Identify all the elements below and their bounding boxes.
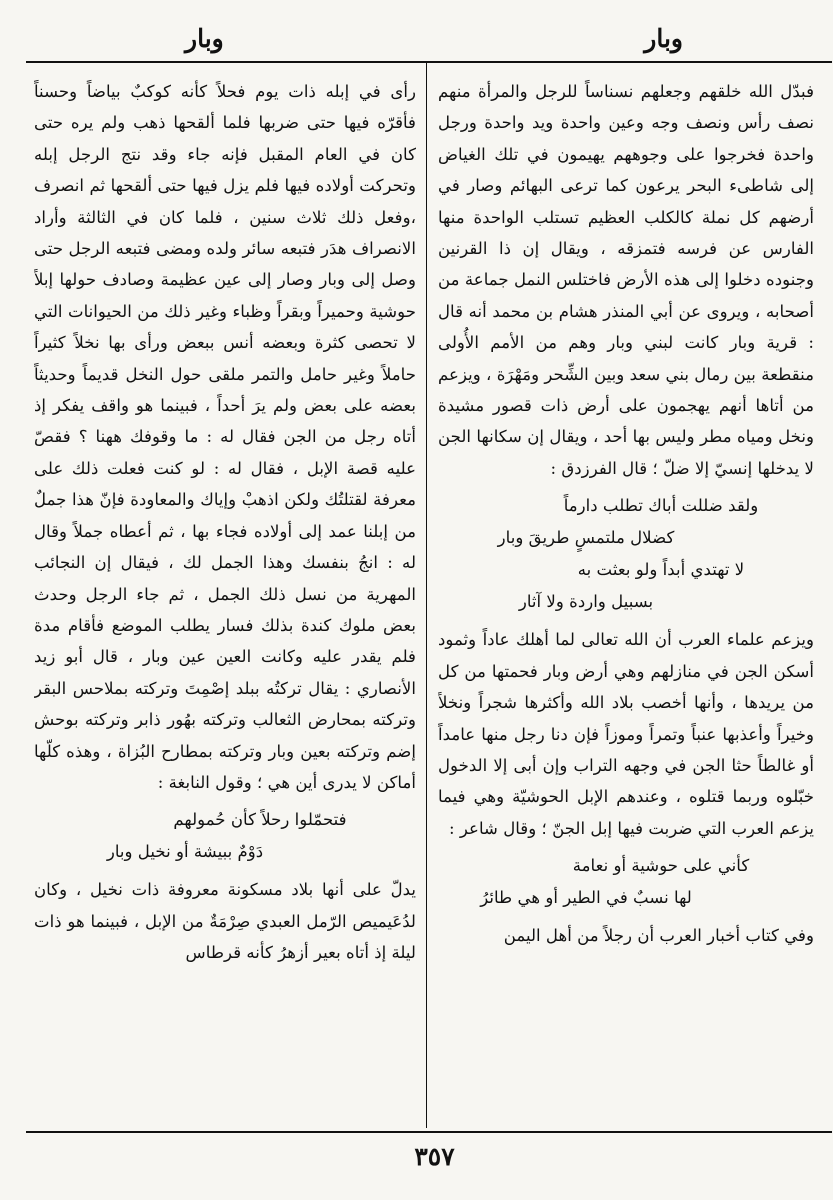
- left-paragraph-1: رأى في إبله ذات يوم فحلاً كأنه كوكبٌ بياضاً وحسناً فأقرّه فيها حتى ضربها فلما ألقحها ذهب ولم يره حتى كان في العام المقبل فإنه جاء وقد نتج الرجل إبله وتحركت أولاده فيها فلم يزل فيها حتى ألقحها ثم انصرف ،وفعل ذلك ثلاث سنين ، فلما كان في الثالثة وأراد الانصراف هدَر فتبعه سائر ولده ومضى فتبعه الرجل حتى وصل إلى وبار وصار إلى عين عظيمة وصادف حولها إبلاً حوشية وحميراً وبقراً وظباء وغير ذلك من الحيوانات التي لا تحصى كثرة وبعضه أنس ببعض ورأى بها نخلاً كثيراً حاملاً وغير حامل والتمر ملقى حول النخل قديماً وحديثاً بعضه على بعض ولم يرَ أحداً ، فبينما هو واقف يفكر إذ أتاه رجل من الجن فقال له : ما وقوفك ههنا ؟ فقصّ عليه قصة الإبل ، فقال له : لو كنت فعلت ذلك على معرفة لقتلتُك ولكن اذهبْ وإياك والمعاودة فإنّ هذا جملٌ من إبلنا عمد إلى أولاده فجاء بها ، ثم أعطاه جملاً وقال له : انجُ بنفسك وهذا الجمل لك ، فيقال إن النجائب المهرية من نسل ذلك الجمل ، ثم جاء الرجل وحدث بعض ملوك كندة بذلك فسار يطلب الموضع فأقام مدة فلم يقدر عليه وكانت العين عين وبار ، قال أبو زيد الأنصاري : يقال تركتُه ببلد إصْمِتَ وتركته بملاحس البقر وتركته بمحارض الثعالب وتركته بهُور ذابر وتركته بوحش إضم وتركته بعين وبار وتركته بمطارح البُزاة ، وهذه كلّها أماكن لا يدرى أين هي ؛ وقول النابغة :: [34, 82, 416, 792]
- poem-verse: دَوْمٌ ببيشة أو نخيل وبار: [106, 842, 264, 862]
- right-paragraph-2: ويزعم علماء العرب أن الله تعالى لما أهلك عاداً وثمود أسكن الجن في منازلهم وهي أرض وبار فحمتها من كل من يريدها ، وأنها أخصب بلاد الله وأكثرها شجراً ونخلاً وخيراً وأعذبها عنباً وتمراً وموزاً فإن دنا رجل منها عامداً أو غالطاً حثا الجن في وجهه التراب وإن أبى إلا الدخول خبّلوه وربما قتلوه ، وعندهم الإبل الحوشيّة وهي فيما يزعم العرب التي ضربت فيها إبل الجنّ ؛ وقال شاعر :: [438, 630, 814, 838]
- page-number-container: [0, 1142, 833, 1171]
- poem-verse: كأني على حوشية أو نعامة: [572, 856, 750, 876]
- poem-verse: ولقد ضللت أباك تطلب دارماً: [563, 496, 759, 516]
- column-divider: [426, 61, 427, 1128]
- right-paragraph-3: وفي كتاب أخبار العرب أن رجلاً من أهل اليمن: [503, 926, 814, 946]
- left-paragraph-2: يدلّ على أنها بلاد مسكونة معروفة ذات نخيل ، وكان لدُعَيميص الرّمل العبدي صِرْمَةٌ من الإبل ، فبينما هو ذات ليلة إذ أتاه بعير أزهرُ كأنه قرطاس: [34, 880, 416, 963]
- running-header-left: وبار: [185, 24, 224, 53]
- right-column: [438, 76, 814, 1128]
- page-number: ٣٥٧: [414, 1142, 455, 1171]
- poem-verse: لا تهتدي أبداً ولو بعثت به: [577, 560, 745, 580]
- right-poem-2: [438, 850, 814, 914]
- running-header-right: وبار: [644, 24, 683, 53]
- left-poem-1: [34, 804, 416, 868]
- poem-verse: كضلال ملتمسٍ طريقَ وبار: [497, 528, 675, 548]
- poem-verse: فتحمّلوا رحلاً كأن حُمولهم: [173, 810, 347, 830]
- header-rule: [26, 61, 832, 63]
- right-poem-1: [438, 490, 814, 618]
- left-column: [34, 76, 416, 1128]
- poem-verse: بسبيل واردة ولا آثار: [518, 592, 654, 612]
- footer-rule: [26, 1131, 832, 1133]
- poem-verse: لها نسبٌ في الطير أو هي طائرُ: [480, 888, 692, 908]
- right-paragraph-1: فبدّل الله خلقهم وجعلهم نسناساً للرجل والمرأة منهم نصف رأس ونصف وجه وعين واحدة ويد واحدة ورجل واحدة فخرجوا على وجوههم يهيمون في تلك الغياض إلى شاطىء البحر يرعون كما ترعى البهائم وصار في أرضهم كل نملة كالكلب العظيم تستلب الواحدة منها الفارس عن فرسه فتمزقه ، ويقال إن ذا القرنين وجنوده دخلوا إلى هذه الأرض فاختلس النمل جماعة من أصحابه ، ويروى عن أبي المنذر هشام بن محمد أنه قال : قرية وبار كانت لبني وبار وهم من الأمم الأُولى منقطعة بين رمال بني سعد وبين الشِّحر ومَهْرَة ، ويزعم من أتاها أنهم يهجمون على أرض ذات قصور مشيدة ونخل ومياه مطر وليس بها أحد ، ويقال إن سكانها الجن لا يدخلها إنسيّ إلا ضلّ ؛ قال الفرزدق :: [438, 82, 814, 478]
